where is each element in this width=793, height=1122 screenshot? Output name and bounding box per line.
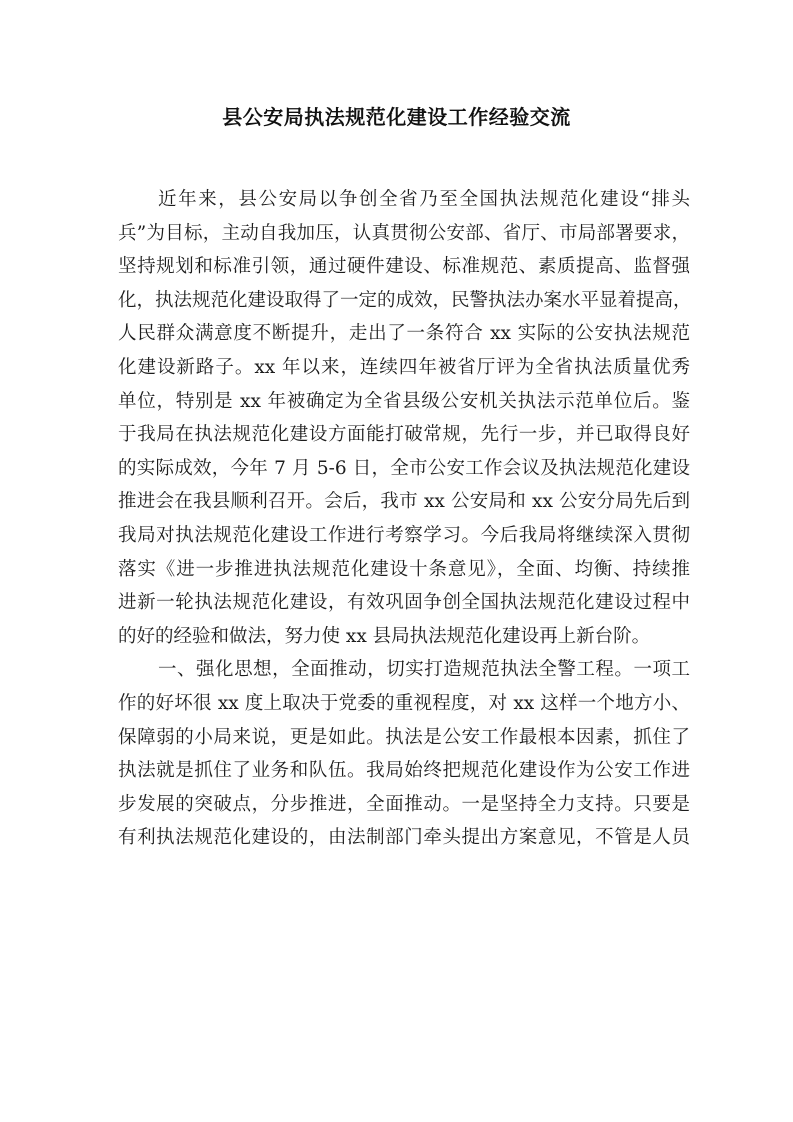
paragraph-2-line-1: 一、强化思想，全面推动，切实打造规范执法全警工程。一项工 <box>158 659 690 681</box>
paragraph-1-line-13: 进新一轮执法规范化建设，有效巩固争创全国执法规范化建设过程中 <box>118 592 690 614</box>
paragraph-2-line-6: 有利执法规范化建设的，由法制部门牵头提出方案意见，不管是人员 <box>118 827 690 849</box>
paragraph-2-line-3: 保障弱的小局来说，更是如此。执法是公安工作最根本因素，抓住了 <box>118 726 690 748</box>
paragraph-2-line-5: 步发展的突破点，分步推进，全面推动。一是坚持全力支持。只要是 <box>118 793 690 815</box>
paragraph-1-line-8: 于我局在执法规范化建设方面能打破常规，先行一步，并已取得良好 <box>118 424 690 446</box>
paragraph-2-line-4: 执法就是抓住了业务和队伍。我局始终把规范化建设作为公安工作进 <box>118 760 690 782</box>
document-title: 县公安局执法规范化建设工作经验交流 <box>222 105 571 129</box>
paragraph-1-line-3: 坚持规划和标准引领，通过硬件建设、标准规范、素质提高、监督强 <box>118 256 690 278</box>
paragraph-1-line-1: 近年来，县公安局以争创全省乃至全国执法规范化建设“排头 <box>158 189 690 210</box>
paragraph-1-line-14: 的好的经验和做法，努力使 xx 县局执法规范化建设再上新台阶。 <box>118 625 651 647</box>
paragraph-2-line-2: 作的好坏很 xx 度上取决于党委的重视程度，对 xx 这样一个地方小、 <box>118 692 690 714</box>
paragraph-1-line-6: 化建设新路子。xx 年以来，连续四年被省厅评为全省执法质量优秀 <box>118 356 690 378</box>
paragraph-1-line-10: 推进会在我县顺利召开。会后，我市 xx 公安局和 xx 公安分局先后到 <box>118 491 690 513</box>
paragraph-1-line-2: 兵”为目标，主动自我加压，认真贯彻公安部、省厅、市局部署要求， <box>118 222 690 244</box>
paragraph-1-line-12: 落实《进一步推进执法规范化建设十条意见》，全面、均衡、持续推 <box>118 558 690 580</box>
document-body <box>118 183 690 855</box>
paragraph-1-line-5: 人民群众满意度不断提升，走出了一条符合 xx 实际的公安执法规范 <box>118 323 690 345</box>
paragraph-1-line-9: 的实际成效，今年 7 月 5-6 日，全市公安工作会议及执法规范化建设 <box>118 457 690 479</box>
paragraph-1-line-7: 单位，特别是 xx 年被确定为全省县级公安机关执法示范单位后。鉴 <box>118 390 690 412</box>
paragraph-1-line-4: 化，执法规范化建设取得了一定的成效，民警执法办案水平显着提高， <box>118 289 692 311</box>
paragraph-1-line-11: 我局对执法规范化建设工作进行考察学习。今后我局将继续深入贯彻 <box>118 524 690 546</box>
